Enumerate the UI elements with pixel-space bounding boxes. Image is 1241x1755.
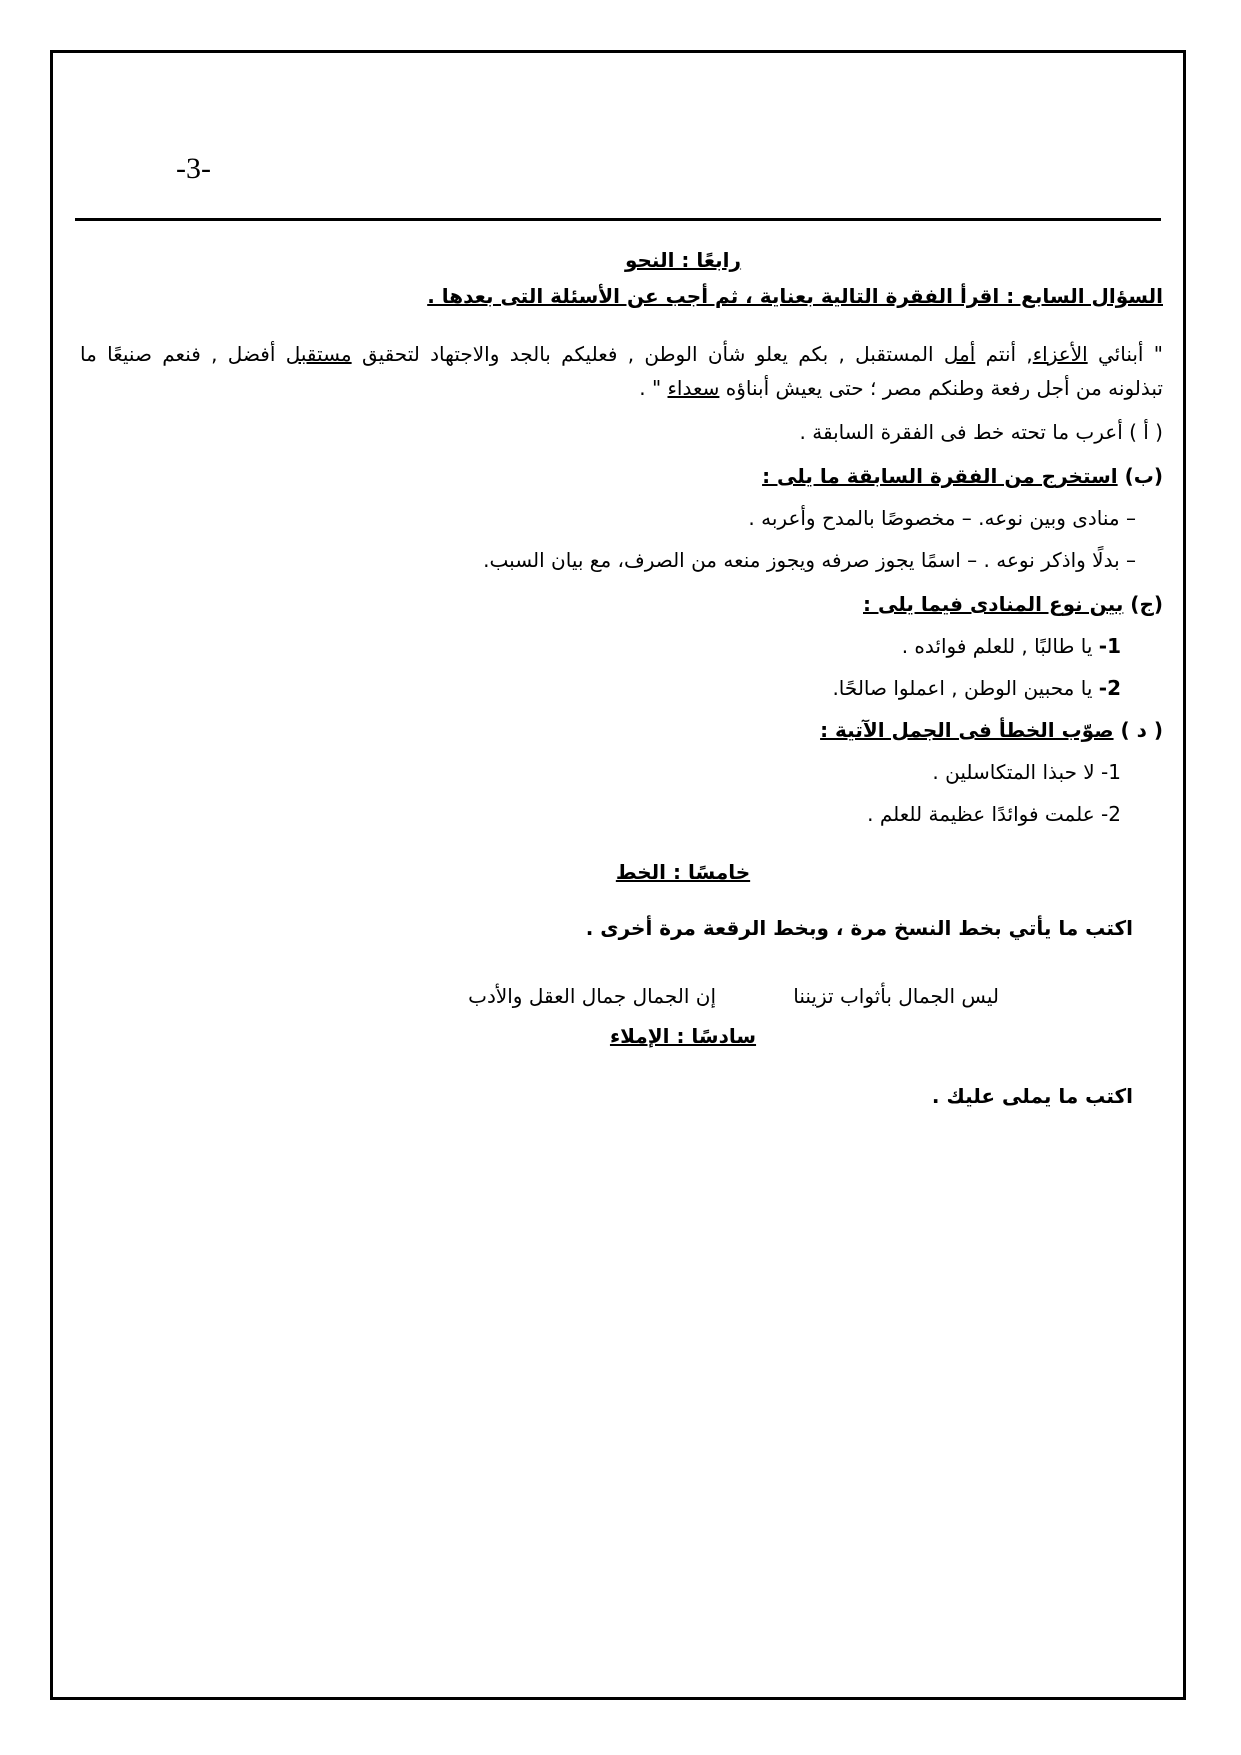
question-c-label: (ج) — [1130, 592, 1163, 616]
question-b-label: (ب) — [1124, 464, 1163, 488]
section5-heading: خامسًا : الخط — [615, 860, 751, 884]
page-number: -3- — [176, 152, 211, 185]
item-text: يا محبين الوطن , اعملوا صالحًا. — [832, 676, 1099, 700]
paragraph-text: المستقبل , بكم يعلو شأن الوطن , فعليكم بالجد والاجتهاد لتحقيق — [351, 342, 944, 366]
question-d-item-2: 2- علمت فوائدًا عظيمة للعلم . — [867, 802, 1121, 826]
question-d-item-1: 1- لا حبذا المتكاسلين . — [932, 760, 1121, 784]
question-d-label: ( د ) — [1120, 718, 1163, 742]
item-number: 1- — [1098, 634, 1121, 658]
question-c — [863, 590, 1163, 618]
underlined-word: الأعزاء — [1032, 342, 1088, 366]
question-c-item-1 — [902, 632, 1121, 660]
question-d — [820, 716, 1163, 744]
section6-heading: سادسًا : الإملاء — [609, 1024, 757, 1048]
paragraph-line-2 — [80, 371, 1163, 405]
paragraph-text: , أنتم — [975, 342, 1033, 366]
calligraphy-instruction: اكتب ما يأتي بخط النسخ مرة ، وبخط الرقعة مرة أخرى . — [585, 916, 1133, 940]
question-c-text: بين نوع المنادى فيما يلى : — [863, 592, 1124, 616]
underlined-word: مستقبل — [285, 342, 352, 366]
question-c-item-2 — [832, 674, 1121, 702]
verse-first-half: ليس الجمال بأثواب تزيننا — [793, 984, 999, 1008]
section4-heading: رابعًا : النحو — [624, 248, 742, 272]
underlined-word: سعداء — [667, 376, 720, 400]
paragraph-text: " . — [639, 376, 668, 400]
dictation-instruction: اكتب ما يملى عليك . — [931, 1084, 1133, 1108]
underlined-word: أمل — [943, 342, 976, 366]
paragraph-line-1 — [80, 337, 1163, 371]
question-b-item-1: – منادى وبين نوعه. – مخصوصًا بالمدح وأعربه . — [748, 506, 1136, 530]
question-b-item-2: – بدلًا واذكر نوعه . – اسمًا يجوز صرفه ويجوز منعه من الصرف، مع بيان السبب. — [483, 548, 1136, 572]
question-a: ( أ ) أعرب ما تحته خط فى الفقرة السابقة . — [799, 420, 1163, 444]
paragraph-text: تبذلونه من أجل رفعة وطنكم مصر ؛ حتى يعيش أبناؤه — [719, 376, 1163, 400]
paragraph-text: " أبنائي — [1087, 342, 1164, 366]
reading-paragraph — [80, 337, 1163, 405]
paragraph-text: أفضل , فنعم صنيعًا ما — [80, 342, 286, 366]
question-b-text: استخرج من الفقرة السابقة ما يلى : — [762, 464, 1118, 488]
verse-second-half: إن الجمال جمال العقل والأدب — [468, 984, 716, 1008]
question-d-text: صوّب الخطأ فى الجمل الآتية : — [820, 718, 1114, 742]
item-number: 2- — [1098, 676, 1121, 700]
question7-prompt: السؤال السابع : اقرأ الفقرة التالية بعناية ، ثم أجب عن الأسئلة التى بعدها . — [427, 284, 1163, 308]
item-text: يا طالبًا , للعلم فوائده . — [901, 634, 1099, 658]
question-b — [762, 462, 1163, 490]
header-divider — [75, 218, 1161, 221]
